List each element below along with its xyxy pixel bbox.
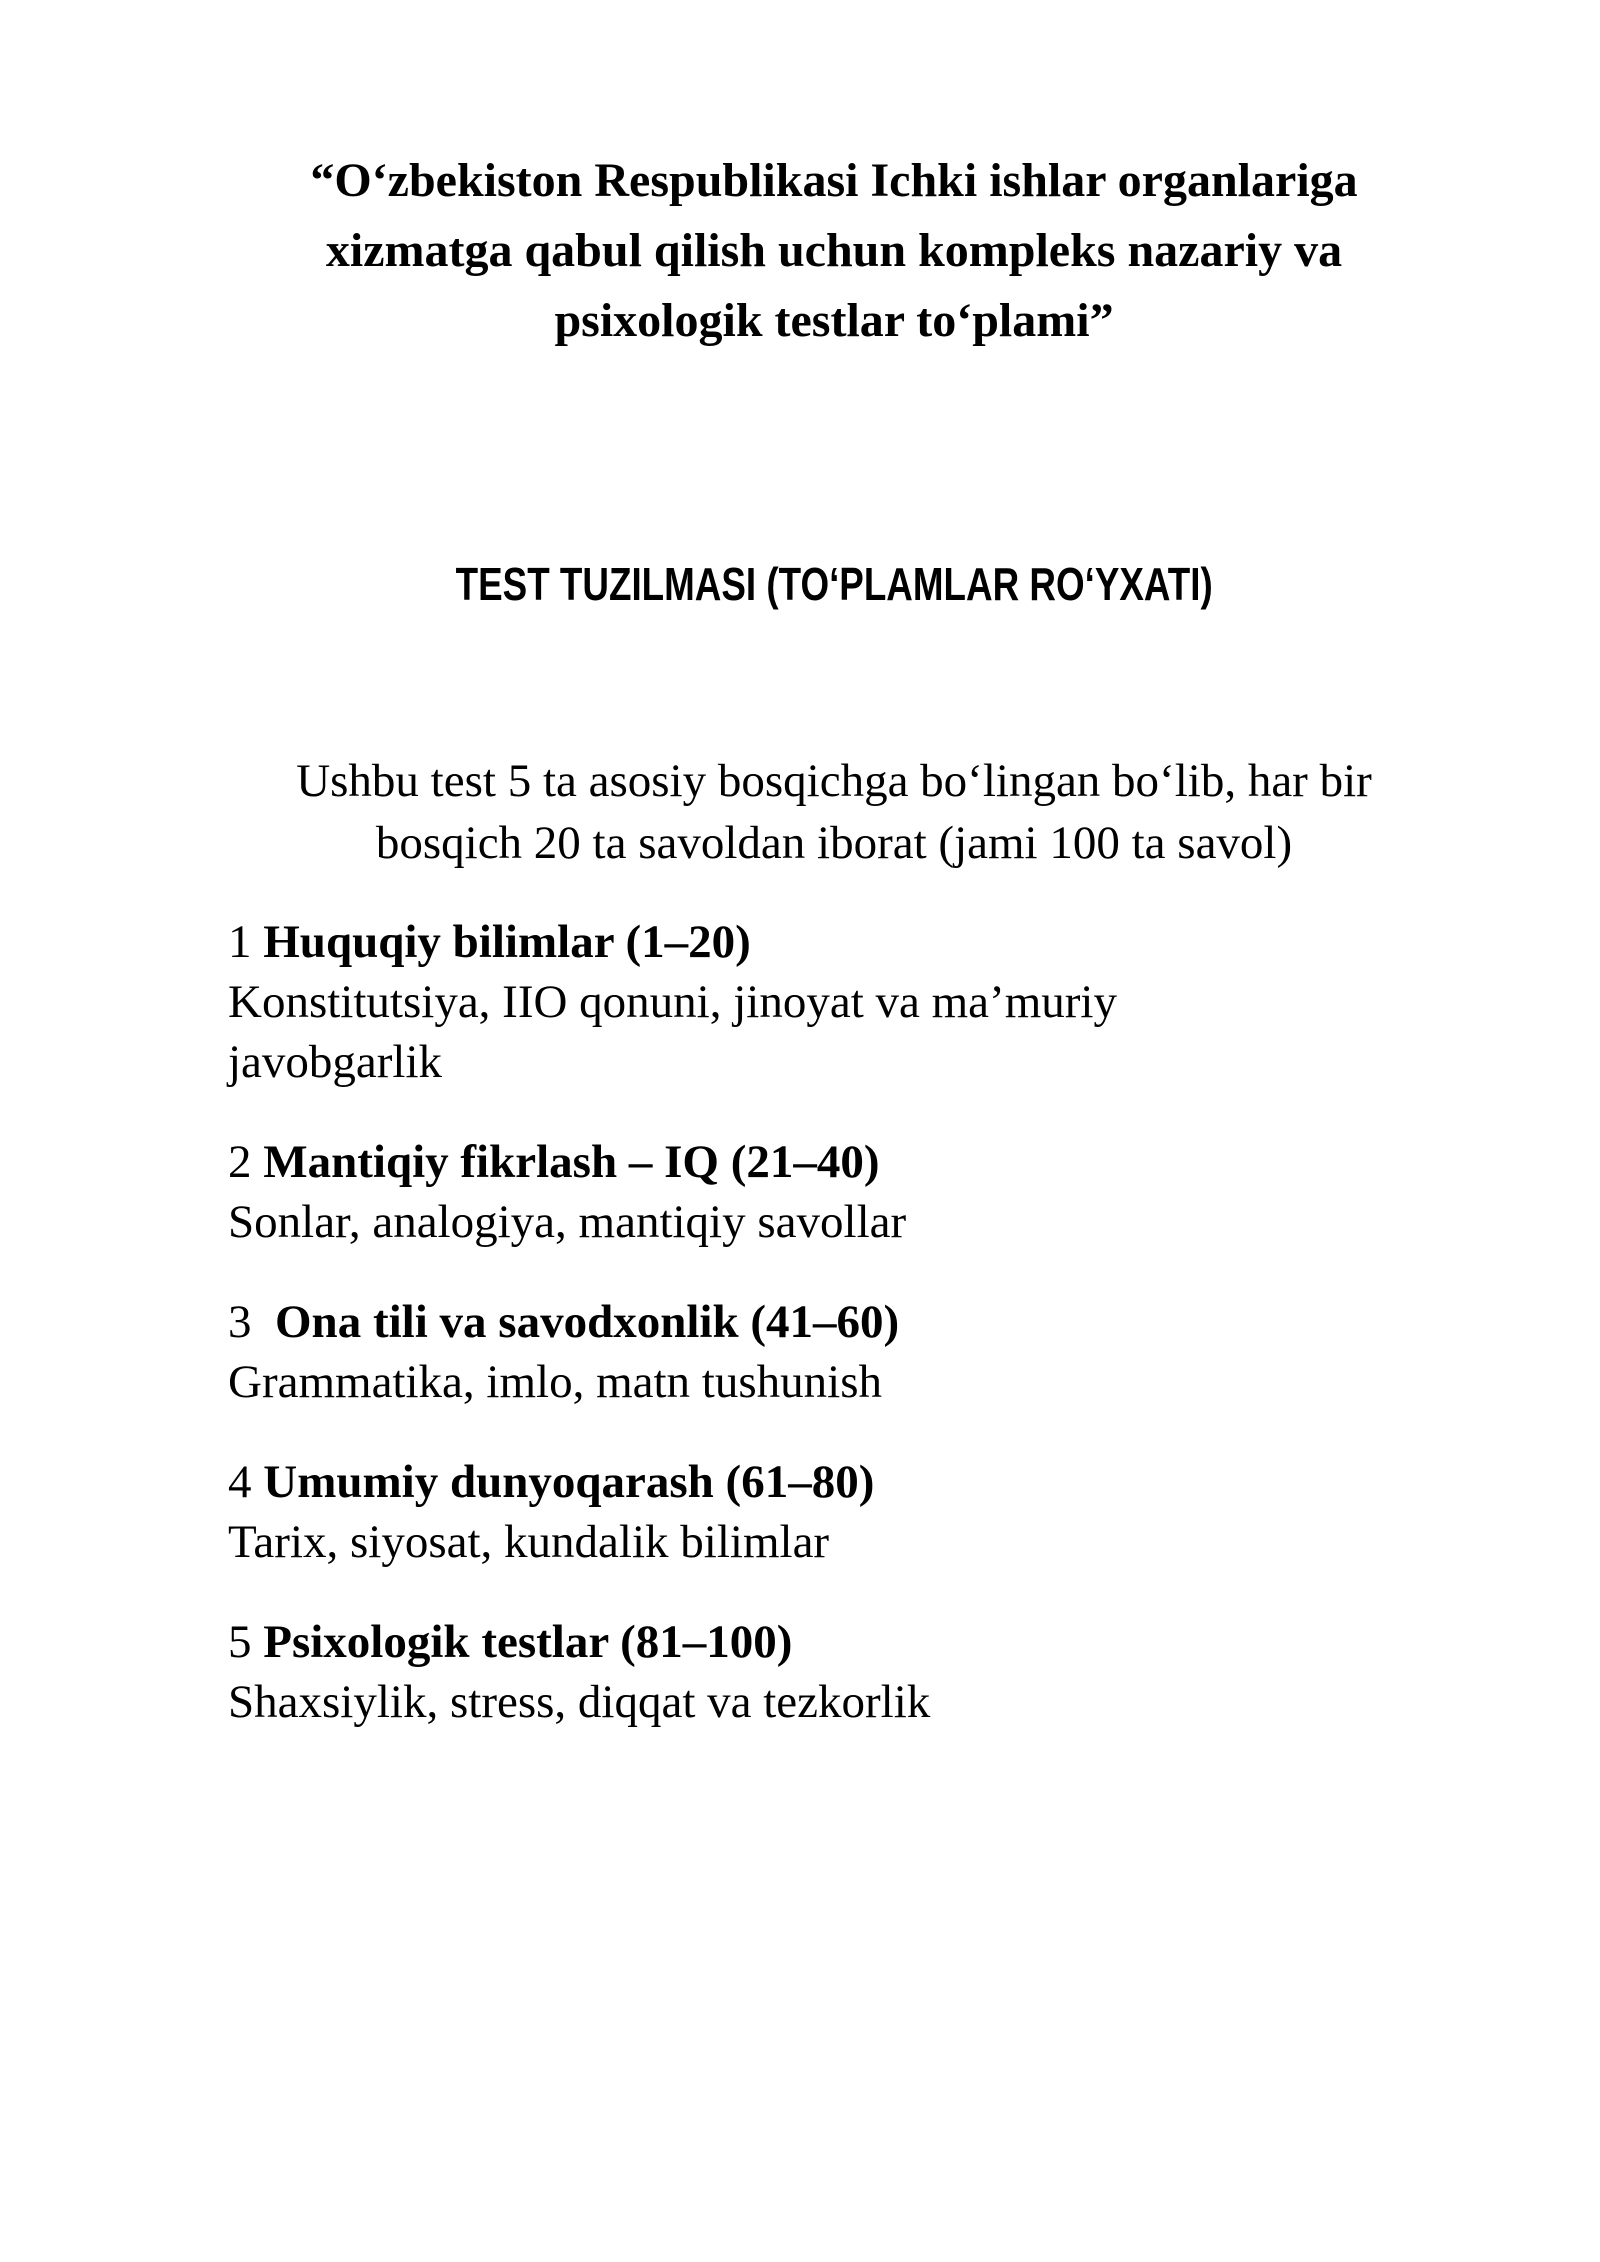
section-title: Mantiqiy fikrlash – IQ (21–40) [263, 1136, 880, 1188]
section-title: Ona tili va savodxonlik (41–60) [275, 1296, 900, 1348]
section-title: Umumiy dunyoqarash (61–80) [263, 1456, 875, 1508]
document-content [228, 0, 1440, 1772]
section-huquqiy-bilimlar [228, 912, 1440, 1092]
section-title: Huquqiy bilimlar (1–20) [263, 916, 751, 968]
section-description-line: Tarix, siyosat, kundalik bilimlar [228, 1516, 830, 1568]
section-number: 3 [228, 1296, 275, 1348]
document-title-line-2: xizmatga qabul qilish uchun kompleks nazariy va [325, 224, 1343, 277]
intro-line-1: Ushbu test 5 ta asosiy bosqichga bo‘lingan bo‘lib, har bir [296, 755, 1372, 807]
section-description-line: Grammatika, imlo, matn tushunish [228, 1356, 883, 1408]
section-number: 2 [228, 1136, 264, 1188]
section-description-line: Konstitutsiya, IIO qonuni, jinoyat va ma’muriy [228, 976, 1117, 1028]
section-ona-tili [228, 1292, 1440, 1412]
section-psixologik-testlar [228, 1612, 1440, 1732]
section-number: 4 [228, 1456, 264, 1508]
intro-paragraph [228, 750, 1440, 874]
section-number: 5 [228, 1616, 264, 1668]
section-umumiy-dunyoqarash [228, 1452, 1440, 1572]
section-list [228, 912, 1440, 1732]
test-structure-heading [228, 556, 1440, 612]
test-structure-heading-text: TEST TUZILMASI (TO‘PLAMLAR RO‘YXATI) [455, 558, 1213, 610]
intro-line-2: bosqich 20 ta savoldan iborat (jami 100 ta savol) [375, 817, 1293, 869]
section-title: Psixologik testlar (81–100) [263, 1616, 793, 1668]
section-description-line: Shaxsiylik, stress, diqqat va tezkorlik [228, 1676, 931, 1728]
document-title [228, 146, 1440, 356]
section-mantiqiy-fikrlash [228, 1132, 1440, 1252]
section-heading [228, 1452, 1440, 1512]
section-description-line: Sonlar, analogiya, mantiqiy savollar [228, 1196, 907, 1248]
document-title-line-3: psixologik testlar to‘plami” [554, 294, 1114, 347]
document-title-line-1: “O‘zbekiston Respublikasi Ichki ishlar organlariga [310, 154, 1358, 207]
section-heading [228, 1612, 1440, 1672]
section-heading [228, 1292, 1440, 1352]
section-heading [228, 912, 1440, 972]
section-heading [228, 1132, 1440, 1192]
section-description-line: javobgarlik [228, 1036, 443, 1088]
section-number: 1 [228, 916, 264, 968]
